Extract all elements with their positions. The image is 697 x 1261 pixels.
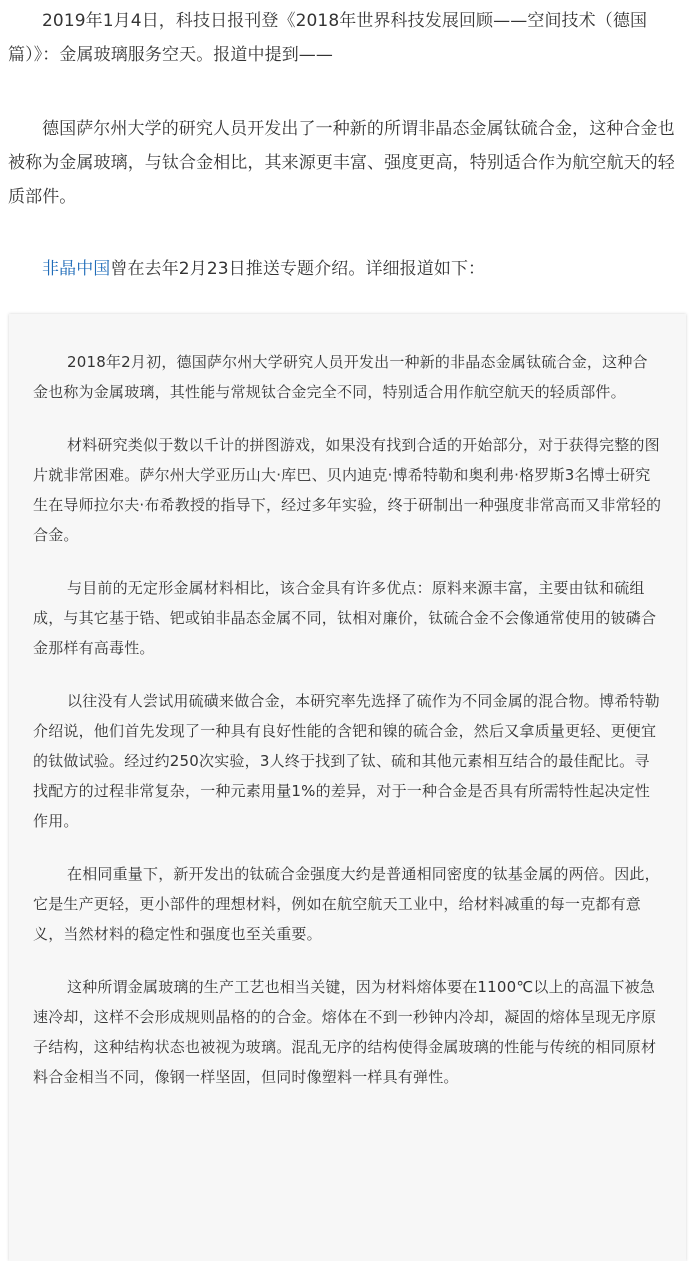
quote-paragraph-3: 与目前的无定形金属材料相比，该合金具有许多优点：原料来源丰富，主要由钛和硫组成，与其它基于锆、钯或铂非晶态金属不同，钛相对廉价，钛硫合金不会像通常使用的铍磷合金那样有高毒性。 <box>33 579 657 657</box>
quote-paragraph-1: 2018年2月初，德国萨尔州大学研究人员开发出一种新的非晶态金属钛硫合金，这种合金也称为金属玻璃，其性能与常规钛合金完全不同，特别适合用作航空航天的轻质部件。 <box>33 353 648 401</box>
intro-paragraph-3-text: 曾在去年2月23日推送专题介绍。详细报道如下： <box>110 259 486 279</box>
intro-paragraph-3 <box>0 252 697 286</box>
quote-paragraph-4: 以往没有人尝试用硫磺来做合金，本研究率先选择了硫作为不同金属的混合物。博希特勒介绍说，他们首先发现了一种具有良好性能的含钯和镍的硫合金，然后又拿质量更轻、更便宜的钛做试验。经过约250次实验，3人终于找到了钛、硫和其他元素相互结合的最佳配比。寻找配方的过程非常复杂，一种元素用量1%的差异，对于一种合金是否具有所需特性起决定性作用。 <box>33 692 660 830</box>
quote-paragraph-5: 在相同重量下，新开发出的钛硫合金强度大约是普通相同密度的钛基金属的两倍。因此，它是生产更轻，更小部件的理想材料，例如在航空航天工业中，给材料减重的每一克都有意义，当然材料的稳定性和强度也至关重要。 <box>33 865 660 943</box>
source-link[interactable]: 非晶中国 <box>42 259 111 279</box>
intro-paragraph-2: 德国萨尔州大学的研究人员开发出了一种新的所谓非晶态金属钛硫合金，这种合金也被称为金属玻璃，与钛合金相比，其来源更丰富、强度更高，特别适合作为航空航天的轻质部件。 <box>8 119 675 207</box>
quoted-article-box <box>9 314 686 1261</box>
intro-paragraph-1: 2019年1月4日，科技日报刊登《2018年世界科技发展回顾——空间技术（德国篇）》：金属玻璃服务空天。报道中提到—— <box>8 11 648 65</box>
quote-paragraph-2: 材料研究类似于数以千计的拼图游戏，如果没有找到合适的开始部分，对于获得完整的图片就非常困难。萨尔州大学亚历山大·库巴、贝内迪克·博希特勒和奥利弗·格罗斯3名博士研究生在导师拉尔夫·布希教授的指导下，经过多年实验，终于研制出一种强度非常高而又非常轻的合金。 <box>33 436 662 544</box>
quote-paragraph-6: 这种所谓金属玻璃的生产工艺也相当关键，因为材料熔体要在1100℃以上的高温下被急速冷却，这样不会形成规则晶格的的合金。熔体在不到一秒钟内冷却，凝固的熔体呈现无序原子结构，这种结构状态也被视为玻璃。混乱无序的结构使得金属玻璃的性能与传统的相同原材料合金相当不同，像钢一样坚固，但同时像塑料一样具有弹性。 <box>33 978 657 1086</box>
